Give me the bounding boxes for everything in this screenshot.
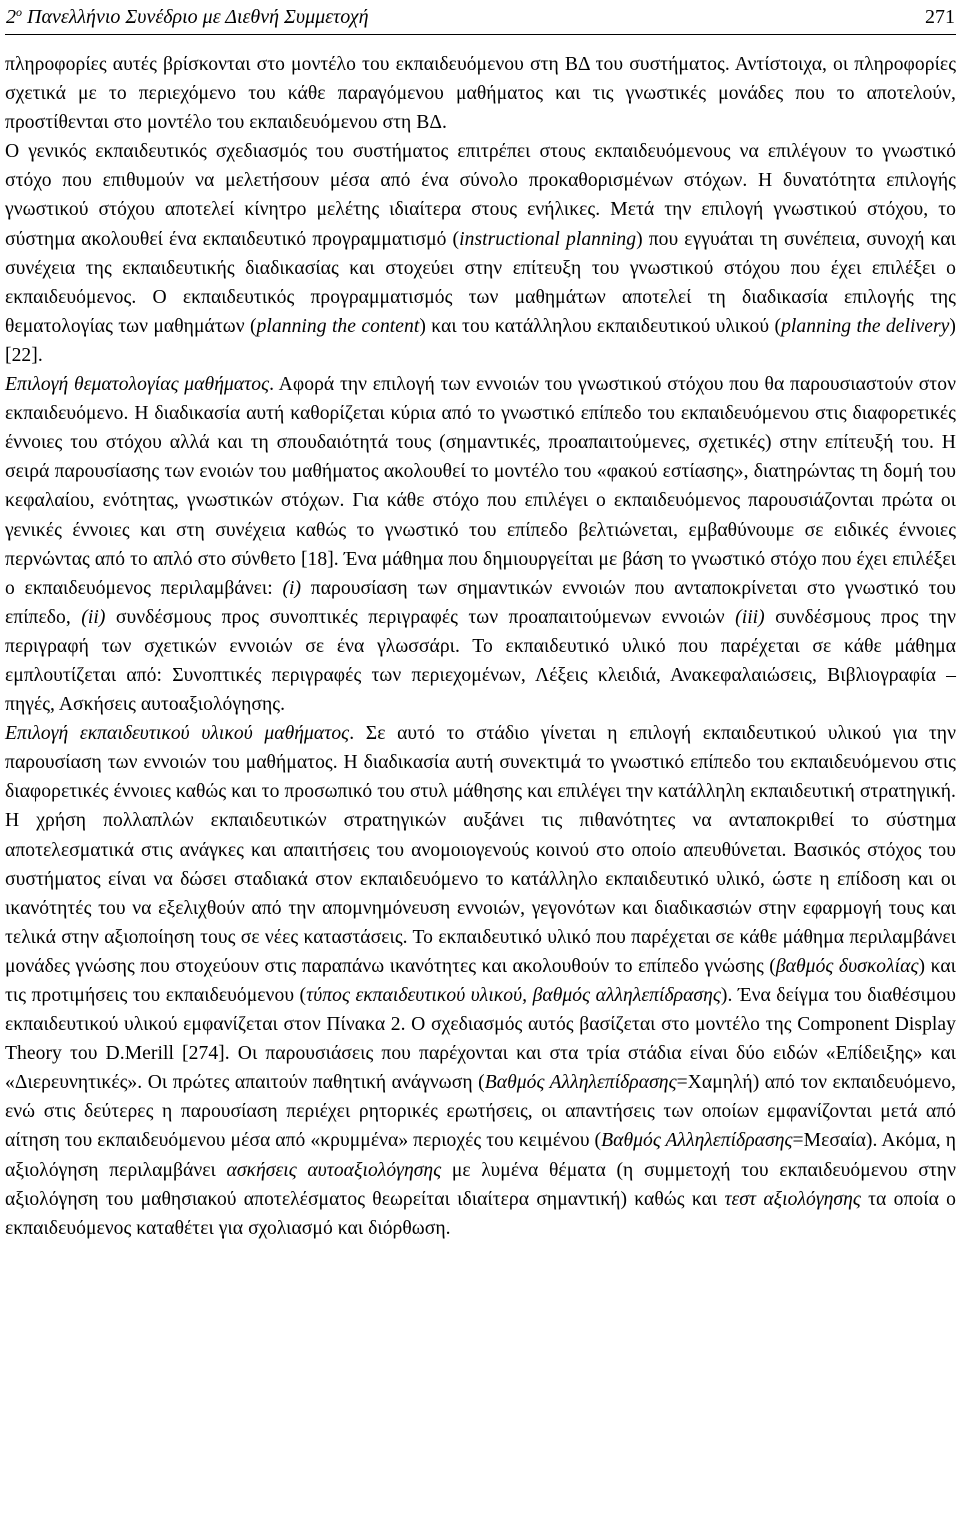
conference-title: $2^o$ Πανελλήνιο Συνέδριο με Διεθνή Συμμετοχή <box>6 5 369 28</box>
section-heading: Επιλογή εκπαιδευτικού υλικού μαθήματος <box>5 723 350 745</box>
paragraph-3: Επιλογή θεματολογίας μαθήματος. Αφορά την επιλογή των εννοιών του γνωστικού στόχου που θα παρουσιαστούν στον εκπαιδευόμενο. Η διαδικασία αυτή καθορίζεται κύρια από το γνωστικό επίπεδο του εκπαιδευόμενου στις διαφορετικές έννοιες του στόχου αλλά και τη σπουδαιότητά τους (σημαντικές, προαπαιτούμενες, σχετικές) στην επίτευξή του. Η σειρά παρουσίασης των ενοιών του μαθήματος ακολουθεί το μοντέλο του «φακού εστίασης», διατηρώντας τη δομή του κεφαλαίου, ενότητας, γνωστικών στόχων. Για κάθε στόχο που επιλέγει ο εκπαιδευόμενος παρουσιάζονται πρώτα οι γενικές έννοιες και στη συνέχεια καθώς το γνωστικό του επίπεδο βελτιώνεται, εμβαθύνουμε σε ειδικές έννοιες περνώντας από το απλό στο σύνθετο [18]. Ένα μάθημα που δημιουργείται με βάση το γνωστικό στόχο που έχει επιλέξει ο εκπαιδευόμενος περιλαμβάνει: (i) παρουσίαση των σημαντικών εννοιών που ανταποκρίνεται στο γνωστικό του επίπεδο, (ii) συνδέσμους προς συνοπτικές περιγραφές των προαπαιτούμενων εννοιών (iii) συνδέσμους προς την περιγραφή των σχετικών εννοιών σε ένα γλωσσάρι. Το εκπαιδευτικό υλικό που παρέχεται σε κάθε μάθημα εμπλουτίζεται από: Συνοπτικές περιγραφές των περιεχομένων, Λέξεις κλειδιά, Ανακεφαλαιώσεις, Βιβλιογραφία – πηγές, Ασκήσεις αυτοαξιολόγησης. <box>5 374 956 716</box>
section-heading: Επιλογή θεματολογίας μαθήματος <box>5 374 270 396</box>
body-text <box>5 50 956 1243</box>
paragraph-1: πληροφορίες αυτές βρίσκονται στο μοντέλο του εκπαιδευόμενου στη ΒΔ του συστήματος. Αντίστοιχα, οι πληροφορίες σχετικά με το περιεχόμενο του κάθε παραγόμενου μαθήματος και τις γνωστικές μονάδες που το αποτελούν, προστίθενται στο μοντέλο του εκπαιδευόμενου στη ΒΔ. <box>5 54 956 134</box>
paragraph-4: Επιλογή εκπαιδευτικού υλικού μαθήματος. Σε αυτό το στάδιο γίνεται η επιλογή εκπαιδευτικού υλικού για την παρουσίαση των εννοιών του μαθήματος. Η διαδικασία αυτή συνεκτιμά το γνωστικό επίπεδο του εκπαιδευόμενου στις διαφορετικές έννοιες καθώς και το προσωπικό του στυλ μάθησης και επιλέγει την κατάλληλη εκπαιδευτική στρατηγική. Η χρήση πολλαπλών εκπαιδευτικών στρατηγικών αυξάνει τις πιθανότητες να ανταποκριθεί το σύστημα αποτελεσματικά στις ανάγκες και απαιτήσεις του ανομοιογενούς κοινού στο οποίο απευθύνεται. Βασικός στόχος του συστήματος είναι να δώσει σταδιακά στον εκπαιδευόμενο το κατάλληλο εκπαιδευτικό υλικό, ώστε η επίδοση και οι ικανότητές του να εξελιχθούν από την απομνημόνευση εννοιών, γεγονότων και διαδικασιών στην εφαρμογή τους και τελικά στην αξιοποίηση τους σε νέες καταστάσεις. Το εκπαιδευτικό υλικό που παρέχεται σε κάθε μάθημα περιλαμβάνει μονάδες γνώσης που στοχεύουν στις παραπάνω ικανότητες και ακολουθούν το επίπεδο γνώσης (βαθμός δυσκολίας) και τις προτιμήσεις του εκπαιδευόμενου (τύπος εκπαιδευτικού υλικού, βαθμός αλληλεπίδρασης). Ένα δείγμα του διαθέσιμου εκπαιδευτικού υλικού εμφανίζεται στον Πίνακα 2. Ο σχεδιασμός αυτός βασίζεται στο μοντέλο της Component Display Theory του D.Merill [274]. Οι παρουσιάσεις που παρέχονται και στα τρία στάδια είναι δύο ειδών «Επίδειξης» και «Διερευνητικές». Οι πρώτες απαιτούν παθητική ανάγνωση (Βαθμός Αλληλεπίδρασης=Χαμηλή) από τον εκπαιδευόμενο, ενώ στις δεύτερες η παρουσίαση περιέχει ρητορικές ερωτήσεις, οι απαντήσεις των οποίων εμφανίζονται μετά από αίτηση του εκπαιδευόμενου μέσα από «κρυμμένα» περιοχές του κειμένου (Βαθμός Αλληλεπίδρασης=Μεσαία). Ακόμα, η αξιολόγηση περιλαμβάνει ασκήσεις αυτοαξιολόγησης με λυμένα θέματα (η συμμετοχή του εκπαιδευόμενου στην αξιολόγηση του μαθησιακού αποτελέσματος θεωρείται ιδιαίτερα σημαντική) καθώς και τεστ αξιολόγησης τα οποία ο εκπαιδευόμενος καταθέτει για σχολιασμό και διόρθωση. <box>5 723 957 1239</box>
page-number: 271 <box>925 6 955 28</box>
paragraph-2: Ο γενικός εκπαιδευτικός σχεδιασμός του συστήματος επιτρέπει στους εκπαιδευόμενους να επιλέγουν το γνωστικό στόχο που επιθυμούν να μελετήσουν μέσα από ένα σύνολο προκαθορισμένων στόχων. Η δυνατότητα επιλογής γνωστικού στόχου αποτελεί κίνητρο μελέτης ιδιαίτερα στους ενήλικες. Μετά την επιλογή γνωστικού στόχου, το σύστημα ακολουθεί ένα εκπαιδευτικό προγραμματισμό (instructional planning) που εγγυάται τη συνέπεια, συνοχή και συνέχεια της εκπαιδευτικής διαδικασίας και στοχεύει στην επίτευξη του γνωστικού στόχου που έχει επιλέξει ο εκπαιδευόμενος. Ο εκπαιδευτικός προγραμματισμός των μαθημάτων αποτελεί τη διαδικασία επιλογής της θεματολογίας των μαθημάτων (planning the content) και του κατάλληλου εκπαιδευτικού υλικού (planning the delivery)[22]. <box>5 141 956 366</box>
running-header <box>5 0 956 35</box>
document-page <box>5 0 956 1243</box>
